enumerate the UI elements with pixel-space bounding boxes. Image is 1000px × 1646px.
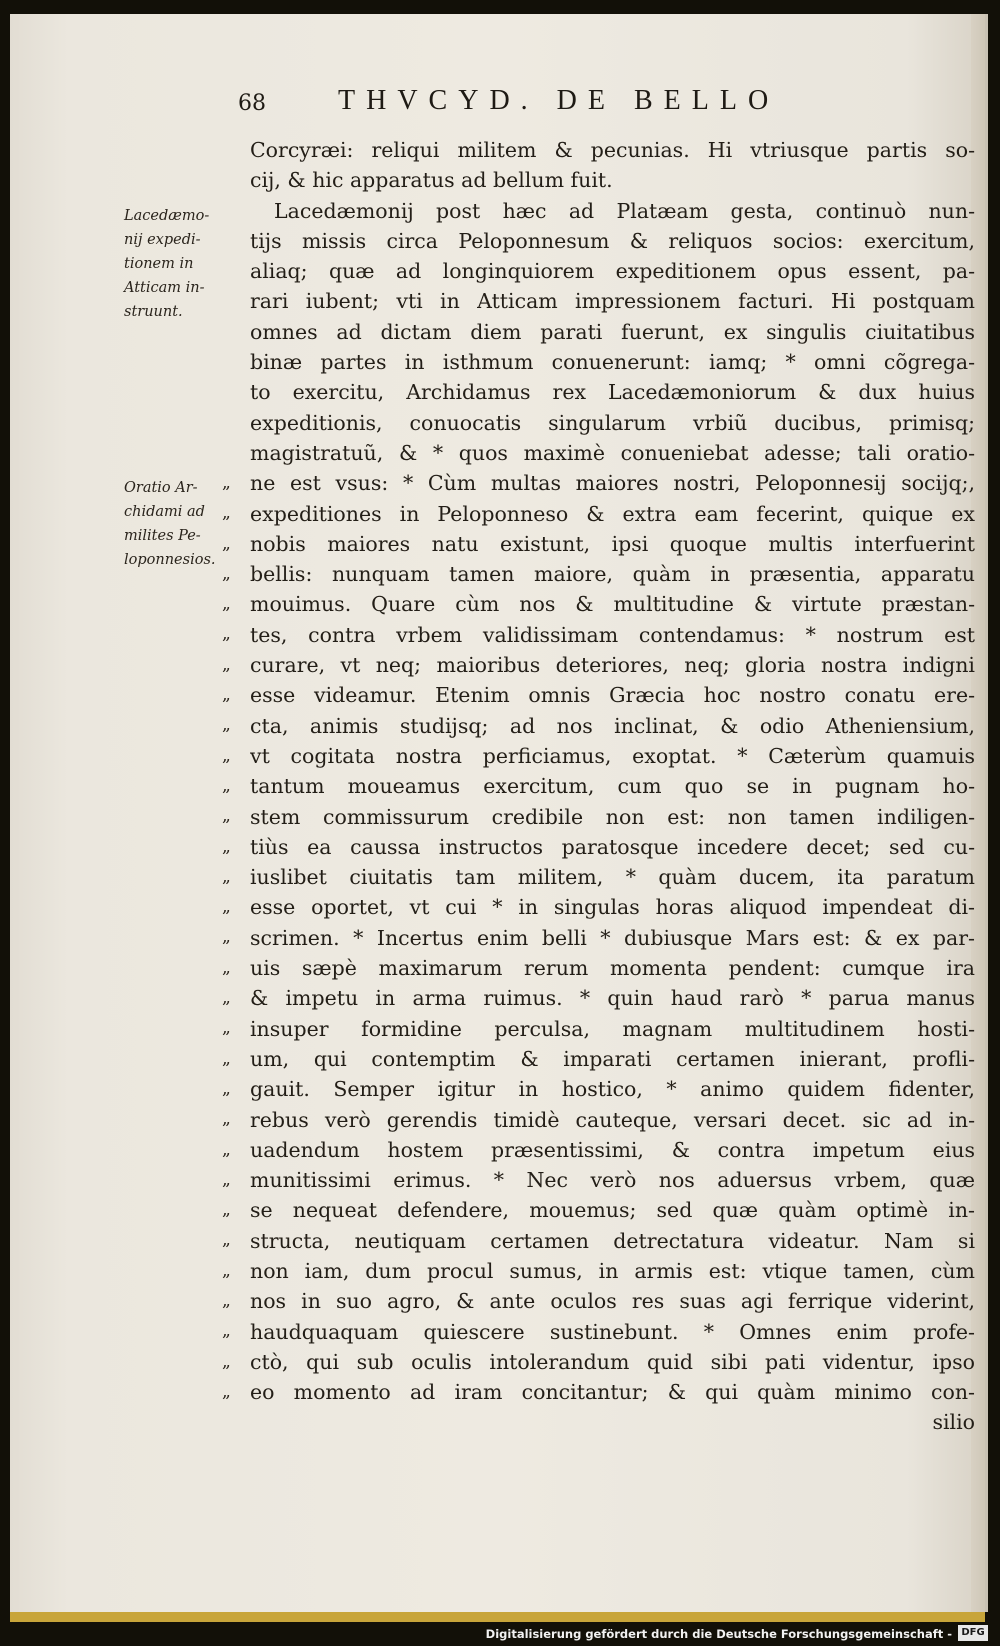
text-line: curare, vt neq; maioribus deteriores, neq; gloria nostra indigni [250,653,975,678]
text-line: aliaq; quæ ad longinquiorem expeditionem opus essent, pa- [250,259,975,284]
marginal-note-text: Lacedæmo- nij expedi- tionem in Atticam in- struunt. [124,208,210,320]
text-line: nos in suo agro, & ante oculos res suas agi ferrique viderint, [250,1289,975,1314]
text-line: to exercitu, Archidamus rex Lacedæmoniorum & dux huius [250,380,975,405]
text-line: tantum moueamus exercitum, cum quo se in pugnam ho- [250,774,975,799]
quote-mark: „ [222,1169,231,1190]
text-line: gauit. Semper igitur in hostico, * animo quidem fidenter, [250,1077,975,1102]
text-line: omnes ad dictam diem parati fuerunt, ex singulis ciuitatibus [250,319,975,344]
text-line: nobis maiores natu existunt, ipsi quoque multis interfuerint [250,531,975,556]
text-line: tiùs ea caussa instructos paratosque incedere decet; sed cu- [250,834,975,859]
text-line: iuslibet ciuitatis tam militem, * quàm ducem, ita paratum [250,865,975,890]
text-line: haudquaquam quiescere sustinebunt. * Omnes enim profe- [250,1319,975,1344]
text-line: eo momento ad iram concitantur; & qui quàm minimo con- [250,1380,975,1405]
quote-mark: „ [222,685,231,706]
quote-mark: „ [222,836,231,857]
text-line: Lacedæmonij post hæc ad Platæam gesta, continuò nun- [274,198,975,223]
quote-mark: „ [222,1048,231,1069]
text-line: ctò, qui sub oculis intolerandum quid sibi pati videntur, ipso [250,1349,975,1374]
text-line: esse videamur. Etenim omnis Græcia hoc nostro conatu ere- [250,683,975,708]
quote-mark: „ [222,594,231,615]
text-line: uis sæpè maximarum rerum momenta pendent: cumque ira [250,956,975,981]
text-line: vt cogitata nostra perficiamus, exoptat. * Cæterùm quamuis [250,743,975,768]
quotation-mark-column [222,468,248,1407]
text-line: insuper formidine perculsa, magnam multitudinem hosti- [250,1016,975,1041]
text-line: tes, contra vrbem validissimam contendamus: * nostrum est [250,622,975,647]
text-line: structa, neutiquam certamen detrectatura videatur. Nam si [250,1228,975,1253]
text-line: munitissimi erimus. * Nec verò nos aduersus vrbem, quæ [250,1168,975,1193]
text-line: mouimus. Quare cùm nos & multitudine & virtute præstan- [250,592,975,617]
quote-mark: „ [222,988,231,1009]
quote-mark: „ [222,745,231,766]
text-line: um, qui contemptim & imparati certamen inierant, profli- [250,1046,975,1071]
text-line: silio [932,1410,975,1435]
page-number: 68 [238,91,266,116]
quote-mark: „ [222,927,231,948]
quote-mark: „ [222,897,231,918]
quote-mark: „ [222,715,231,736]
marginal-note-expedition [124,204,236,324]
body-text [250,135,975,1438]
text-line: rari iubent; vti in Atticam impressionem facturi. Hi postquam [250,289,975,314]
text-line: non iam, dum procul sumus, in armis est: vtique tamen, cùm [250,1258,975,1283]
quote-mark: „ [222,806,231,827]
text-line: ne est vsus: * Cùm multas maiores nostri, Peloponnesij socijq;, [250,471,975,496]
quote-mark: „ [222,503,231,524]
text-line: expeditiones in Peloponneso & extra eam fecerint, quique ex [250,501,975,526]
quote-mark: „ [222,1139,231,1160]
page-header [238,85,838,125]
quote-mark: „ [222,1018,231,1039]
text-line: expeditionis, conuocatis singularum vrbiũ ducibus, primisq; [250,410,975,435]
quote-mark: „ [222,533,231,554]
digitization-credit: Digitalisierung gefördert durch die Deutsche Forschungsgemeinschaft - [485,1627,952,1641]
quote-mark: „ [222,957,231,978]
quote-mark: „ [222,473,231,493]
quote-mark: „ [222,1109,231,1130]
text-line: & impetu in arma ruimus. * quin haud rarò * parua manus [250,986,975,1011]
text-line: uadendum hostem præsentissimi, & contra impetum eius [250,1137,975,1162]
quote-mark: „ [222,866,231,887]
quote-mark: „ [222,1230,231,1251]
text-line: scrimen. * Incertus enim belli * dubiusque Mars est: & ex par- [250,925,975,950]
quote-mark: „ [222,1260,231,1281]
quote-mark: „ [222,775,231,796]
running-head: THVCYD. DE BELLO [338,85,780,116]
quote-mark: „ [222,654,231,675]
dfg-logo: DFG [958,1625,988,1641]
marginal-note-text: Oratio Ar- chidami ad milites Pe- loponnesios. [124,480,216,568]
text-line: binæ partes in isthmum conuenerunt: iamq; * omni cõgrega- [250,350,975,375]
text-line: magistratuũ, & * quos maximè conueniebat adesse; tali oratio- [250,440,975,465]
page-bottom-edge [10,1612,985,1622]
text-line: Corcyræi: reliqui militem & pecunias. Hi vtriusque partis so- [250,138,975,162]
marginal-note-oratio [124,476,236,572]
quote-mark: „ [222,1291,231,1312]
quote-mark: „ [222,1321,231,1342]
text-line: stem commissurum credibile non est: non tamen indiligen- [250,804,975,829]
quote-mark: „ [222,563,231,584]
text-line: cij, & hic apparatus ad bellum fuit. [250,168,613,193]
text-line: tijs missis circa Peloponnesum & reliquos socios: exercitum, [250,228,975,253]
quote-mark: „ [222,624,231,645]
quote-mark: „ [222,1200,231,1221]
quote-mark: „ [222,1078,231,1099]
text-line: esse oportet, vt cui * in singulas horas aliquod impendeat di- [250,895,975,920]
text-line: bellis: nunquam tamen maiore, quàm in præsentia, apparatu [250,562,975,587]
text-line: rebus verò gerendis timidè cauteque, versari decet. sic ad in- [250,1107,975,1132]
quote-mark: „ [222,1381,231,1402]
text-line: cta, animis studijsq; ad nos inclinat, & odio Atheniensium, [250,713,975,738]
quote-mark: „ [222,1351,231,1372]
text-line: se nequeat defendere, mouemus; sed quæ quàm optimè in- [250,1198,975,1223]
